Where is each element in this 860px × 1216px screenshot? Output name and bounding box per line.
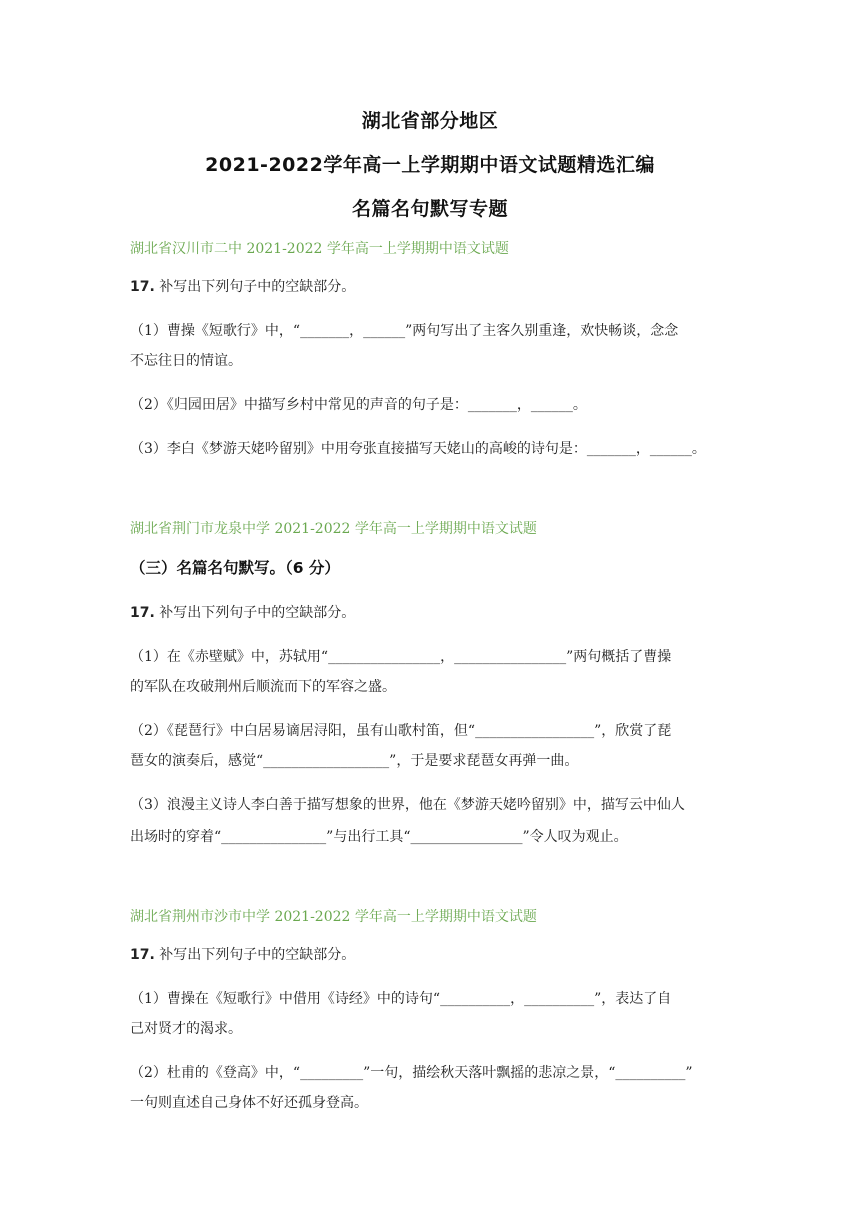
question-item-line: 的军队在攻破荆州后顺流而下的军容之盛。 xyxy=(130,679,396,695)
question-stem xyxy=(130,602,730,622)
document-title-region: 湖北省部分地区 xyxy=(361,110,499,132)
question-item-line: （3）浪漫主义诗人李白善于描写想象的世界，他在《梦游天姥吟留别》中，描写云中仙人 xyxy=(130,797,685,813)
document-title-topic: 名篇名句默写专题 xyxy=(351,198,508,220)
question-text: 补写出下列句子中的空缺部分。 xyxy=(159,279,356,295)
section-subheading: （三）名篇名句默写。（6 分） xyxy=(130,559,340,577)
document-title-main: 2021-2022学年高一上学期期中语文试题精选汇编 xyxy=(205,154,655,176)
question-item-line: （2）《归园田居》中描写乡村中常见的声音的句子是：_______，______。 xyxy=(130,397,587,413)
section-source: 湖北省汉川市二中 2021-2022 学年高一上学期期中语文试题 xyxy=(130,241,509,257)
question-item-line: 不忘往日的情谊。 xyxy=(130,353,242,369)
question-item-line: 琶女的演奏后，感觉“__________________”，于是要求琵琶女再弹一曲。 xyxy=(130,753,579,769)
question-text: 补写出下列句子中的空缺部分。 xyxy=(159,605,356,621)
question-item-line: 一句则直述自己身体不好还孤身登高。 xyxy=(130,1095,368,1111)
question-item-line: 出场时的穿着“_______________”与出行工具“________________”令人叹为观止。 xyxy=(130,829,628,845)
question-stem xyxy=(130,276,730,296)
question-item-line: 己对贤才的渴求。 xyxy=(130,1021,242,1037)
question-item-line: （1）曹操在《短歌行》中借用《诗经》中的诗句“__________，__________”，表达了自 xyxy=(130,991,672,1007)
question-stem xyxy=(130,944,730,964)
question-item-line: （3）李白《梦游天姥吟留别》中用夸张直接描写天姥山的高峻的诗句是：_______，______。 xyxy=(130,441,706,457)
section-source: 湖北省荆门市龙泉中学 2021-2022 学年高一上学期期中语文试题 xyxy=(130,521,537,537)
section-source: 湖北省荆州市沙市中学 2021-2022 学年高一上学期期中语文试题 xyxy=(130,909,537,925)
question-number: 17. xyxy=(130,947,155,963)
question-item-line: （2）杜甫的《登高》中，“_________”一句，描绘秋天落叶飘摇的悲凉之景，“__________” xyxy=(130,1065,693,1081)
question-text: 补写出下列句子中的空缺部分。 xyxy=(159,947,356,963)
question-item-line: （1）曹操《短歌行》中，“_______，______”两句写出了主客久别重逢，欢快畅谈，念念 xyxy=(130,323,679,339)
question-number: 17. xyxy=(130,605,155,621)
question-item-line: （2）《琵琶行》中白居易谪居浔阳，虽有山歌村笛，但“_________________”，欣赏了琵 xyxy=(130,723,672,739)
question-number: 17. xyxy=(130,279,155,295)
question-item-line: （1）在《赤壁赋》中，苏轼用“________________，________________”两句概括了曹操 xyxy=(130,649,672,665)
